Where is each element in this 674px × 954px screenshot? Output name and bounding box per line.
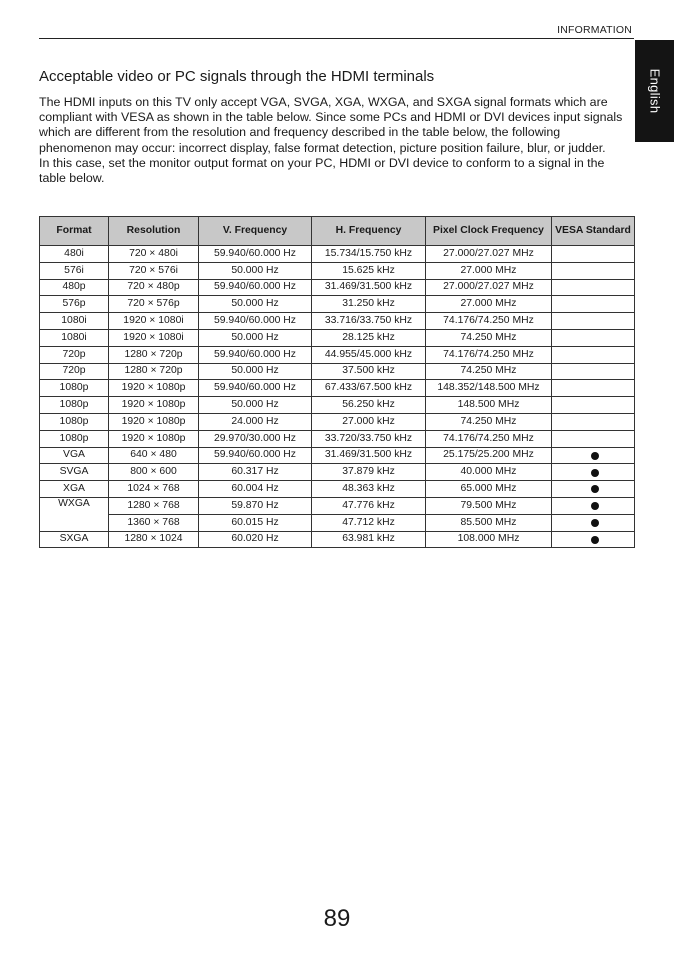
h-frequency-cell: 47.712 kHz: [312, 514, 426, 531]
pixel-clock-cell: 85.500 MHz: [426, 514, 552, 531]
v-frequency-cell: 29.970/30.000 Hz: [199, 430, 312, 447]
h-frequency-cell: 31.250 kHz: [312, 296, 426, 313]
vesa-cell: [552, 413, 635, 430]
table-row: [40, 397, 635, 414]
resolution-cell: 1280 × 720p: [109, 363, 199, 380]
v-frequency-cell: 60.015 Hz: [199, 514, 312, 531]
section-body: [39, 95, 633, 186]
column-header-v-frequency: V. Frequency: [199, 217, 312, 246]
section-label: INFORMATION: [557, 24, 632, 36]
h-frequency-cell: 48.363 kHz: [312, 481, 426, 498]
vesa-compliant-bullet-icon: [591, 519, 599, 527]
vesa-compliant-bullet-icon: [591, 452, 599, 460]
h-frequency-cell: 63.981 kHz: [312, 531, 426, 548]
pixel-clock-cell: 25.175/25.200 MHz: [426, 447, 552, 464]
vesa-cell: [552, 329, 635, 346]
table-row: [40, 497, 635, 514]
format-cell: 1080i: [40, 313, 109, 330]
language-tab-label: English: [647, 68, 662, 114]
v-frequency-cell: 59.870 Hz: [199, 497, 312, 514]
table-row: [40, 313, 635, 330]
pixel-clock-cell: 40.000 MHz: [426, 464, 552, 481]
resolution-cell: 640 × 480: [109, 447, 199, 464]
table-row: [40, 329, 635, 346]
v-frequency-cell: 59.940/60.000 Hz: [199, 246, 312, 263]
format-cell: SXGA: [40, 531, 109, 548]
table-row: [40, 481, 635, 498]
vesa-cell: [552, 363, 635, 380]
vesa-cell: [552, 497, 635, 514]
format-cell: 480p: [40, 279, 109, 296]
resolution-cell: 1024 × 768: [109, 481, 199, 498]
h-frequency-cell: 44.955/45.000 kHz: [312, 346, 426, 363]
table-row: [40, 514, 635, 531]
column-header-h-frequency: H. Frequency: [312, 217, 426, 246]
format-cell: 1080p: [40, 397, 109, 414]
intro-paragraph: The HDMI inputs on this TV only accept VGA, SVGA, XGA, WXGA, and SXGA signal formats which are compliant with VESA as shown in the table below. Since some PCs and HDMI or DVI devices input signals which are different from the resolution and frequency described in the table below, the following phenomenon may occur: incorrect display, false format detection, picture position failure, blur, or judder.: [39, 95, 623, 155]
language-tab: [635, 40, 674, 142]
resolution-cell: 720 × 576p: [109, 296, 199, 313]
format-cell: WXGA: [40, 497, 109, 531]
v-frequency-cell: 50.000 Hz: [199, 329, 312, 346]
table-header-row: [40, 217, 635, 246]
column-header-vesa: VESA Standard: [552, 217, 635, 246]
vesa-cell: [552, 531, 635, 548]
vesa-compliant-bullet-icon: [591, 485, 599, 493]
resolution-cell: 720 × 480i: [109, 246, 199, 263]
pixel-clock-cell: 79.500 MHz: [426, 497, 552, 514]
table-row: [40, 262, 635, 279]
v-frequency-cell: 59.940/60.000 Hz: [199, 346, 312, 363]
h-frequency-cell: 31.469/31.500 kHz: [312, 279, 426, 296]
signal-table: [39, 216, 635, 548]
vesa-cell: [552, 279, 635, 296]
h-frequency-cell: 37.500 kHz: [312, 363, 426, 380]
column-header-resolution: Resolution: [109, 217, 199, 246]
v-frequency-cell: 50.000 Hz: [199, 296, 312, 313]
table-row: [40, 447, 635, 464]
v-frequency-cell: 60.317 Hz: [199, 464, 312, 481]
h-frequency-cell: 15.625 kHz: [312, 262, 426, 279]
pixel-clock-cell: 108.000 MHz: [426, 531, 552, 548]
resolution-cell: 1280 × 720p: [109, 346, 199, 363]
format-cell: 720p: [40, 363, 109, 380]
pixel-clock-cell: 27.000 MHz: [426, 262, 552, 279]
resolution-cell: 1280 × 768: [109, 497, 199, 514]
resolution-cell: 1920 × 1080i: [109, 313, 199, 330]
vesa-cell: [552, 430, 635, 447]
pixel-clock-cell: 74.250 MHz: [426, 329, 552, 346]
vesa-cell: [552, 246, 635, 263]
table-row: [40, 413, 635, 430]
resolution-cell: 1920 × 1080p: [109, 380, 199, 397]
vesa-cell: [552, 447, 635, 464]
h-frequency-cell: 56.250 kHz: [312, 397, 426, 414]
pixel-clock-cell: 74.176/74.250 MHz: [426, 430, 552, 447]
vesa-compliant-bullet-icon: [591, 469, 599, 477]
resolution-cell: 1920 × 1080p: [109, 430, 199, 447]
pixel-clock-cell: 74.250 MHz: [426, 413, 552, 430]
v-frequency-cell: 50.000 Hz: [199, 397, 312, 414]
v-frequency-cell: 59.940/60.000 Hz: [199, 313, 312, 330]
h-frequency-cell: 27.000 kHz: [312, 413, 426, 430]
v-frequency-cell: 24.000 Hz: [199, 413, 312, 430]
format-cell: XGA: [40, 481, 109, 498]
column-header-pixel-clock: Pixel Clock Frequency: [426, 217, 552, 246]
table-row: [40, 363, 635, 380]
instruction-paragraph: In this case, set the monitor output format on your PC, HDMI or DVI device to conform to a signal in the table below.: [39, 155, 605, 186]
v-frequency-cell: 50.000 Hz: [199, 262, 312, 279]
resolution-cell: 720 × 480p: [109, 279, 199, 296]
resolution-cell: 1920 × 1080i: [109, 329, 199, 346]
vesa-cell: [552, 313, 635, 330]
pixel-clock-cell: 74.250 MHz: [426, 363, 552, 380]
column-header-format: Format: [40, 217, 109, 246]
pixel-clock-cell: 27.000 MHz: [426, 296, 552, 313]
h-frequency-cell: 31.469/31.500 kHz: [312, 447, 426, 464]
vesa-cell: [552, 464, 635, 481]
pixel-clock-cell: 74.176/74.250 MHz: [426, 346, 552, 363]
format-cell: 1080p: [40, 413, 109, 430]
table-row: [40, 464, 635, 481]
pixel-clock-cell: 27.000/27.027 MHz: [426, 246, 552, 263]
format-cell: 480i: [40, 246, 109, 263]
v-frequency-cell: 59.940/60.000 Hz: [199, 447, 312, 464]
vesa-cell: [552, 514, 635, 531]
format-cell: VGA: [40, 447, 109, 464]
vesa-cell: [552, 380, 635, 397]
h-frequency-cell: 47.776 kHz: [312, 497, 426, 514]
pixel-clock-cell: 27.000/27.027 MHz: [426, 279, 552, 296]
page-number: 89: [323, 905, 351, 932]
v-frequency-cell: 60.020 Hz: [199, 531, 312, 548]
table-row: [40, 279, 635, 296]
resolution-cell: 720 × 576i: [109, 262, 199, 279]
pixel-clock-cell: 148.352/148.500 MHz: [426, 380, 552, 397]
table-body: [40, 246, 635, 548]
format-cell: 576p: [40, 296, 109, 313]
pixel-clock-cell: 74.176/74.250 MHz: [426, 313, 552, 330]
table-row: [40, 296, 635, 313]
v-frequency-cell: 59.940/60.000 Hz: [199, 380, 312, 397]
h-frequency-cell: 33.716/33.750 kHz: [312, 313, 426, 330]
v-frequency-cell: 59.940/60.000 Hz: [199, 279, 312, 296]
section-title: Acceptable video or PC signals through the HDMI terminals: [39, 68, 435, 85]
pixel-clock-cell: 65.000 MHz: [426, 481, 552, 498]
format-cell: 1080p: [40, 380, 109, 397]
resolution-cell: 800 × 600: [109, 464, 199, 481]
header-divider: [39, 38, 634, 39]
pixel-clock-cell: 148.500 MHz: [426, 397, 552, 414]
table-row: [40, 531, 635, 548]
vesa-cell: [552, 296, 635, 313]
format-cell: 1080p: [40, 430, 109, 447]
resolution-cell: 1280 × 1024: [109, 531, 199, 548]
v-frequency-cell: 50.000 Hz: [199, 363, 312, 380]
h-frequency-cell: 28.125 kHz: [312, 329, 426, 346]
table-row: [40, 246, 635, 263]
resolution-cell: 1360 × 768: [109, 514, 199, 531]
format-cell: 720p: [40, 346, 109, 363]
h-frequency-cell: 67.433/67.500 kHz: [312, 380, 426, 397]
h-frequency-cell: 37.879 kHz: [312, 464, 426, 481]
resolution-cell: 1920 × 1080p: [109, 397, 199, 414]
vesa-compliant-bullet-icon: [591, 502, 599, 510]
h-frequency-cell: 15.734/15.750 kHz: [312, 246, 426, 263]
vesa-cell: [552, 346, 635, 363]
v-frequency-cell: 60.004 Hz: [199, 481, 312, 498]
vesa-compliant-bullet-icon: [591, 536, 599, 544]
format-cell: 1080i: [40, 329, 109, 346]
vesa-cell: [552, 397, 635, 414]
resolution-cell: 1920 × 1080p: [109, 413, 199, 430]
vesa-cell: [552, 481, 635, 498]
format-cell: 576i: [40, 262, 109, 279]
table-row: [40, 380, 635, 397]
format-cell: SVGA: [40, 464, 109, 481]
table-row: [40, 430, 635, 447]
table-row: [40, 346, 635, 363]
vesa-cell: [552, 262, 635, 279]
h-frequency-cell: 33.720/33.750 kHz: [312, 430, 426, 447]
